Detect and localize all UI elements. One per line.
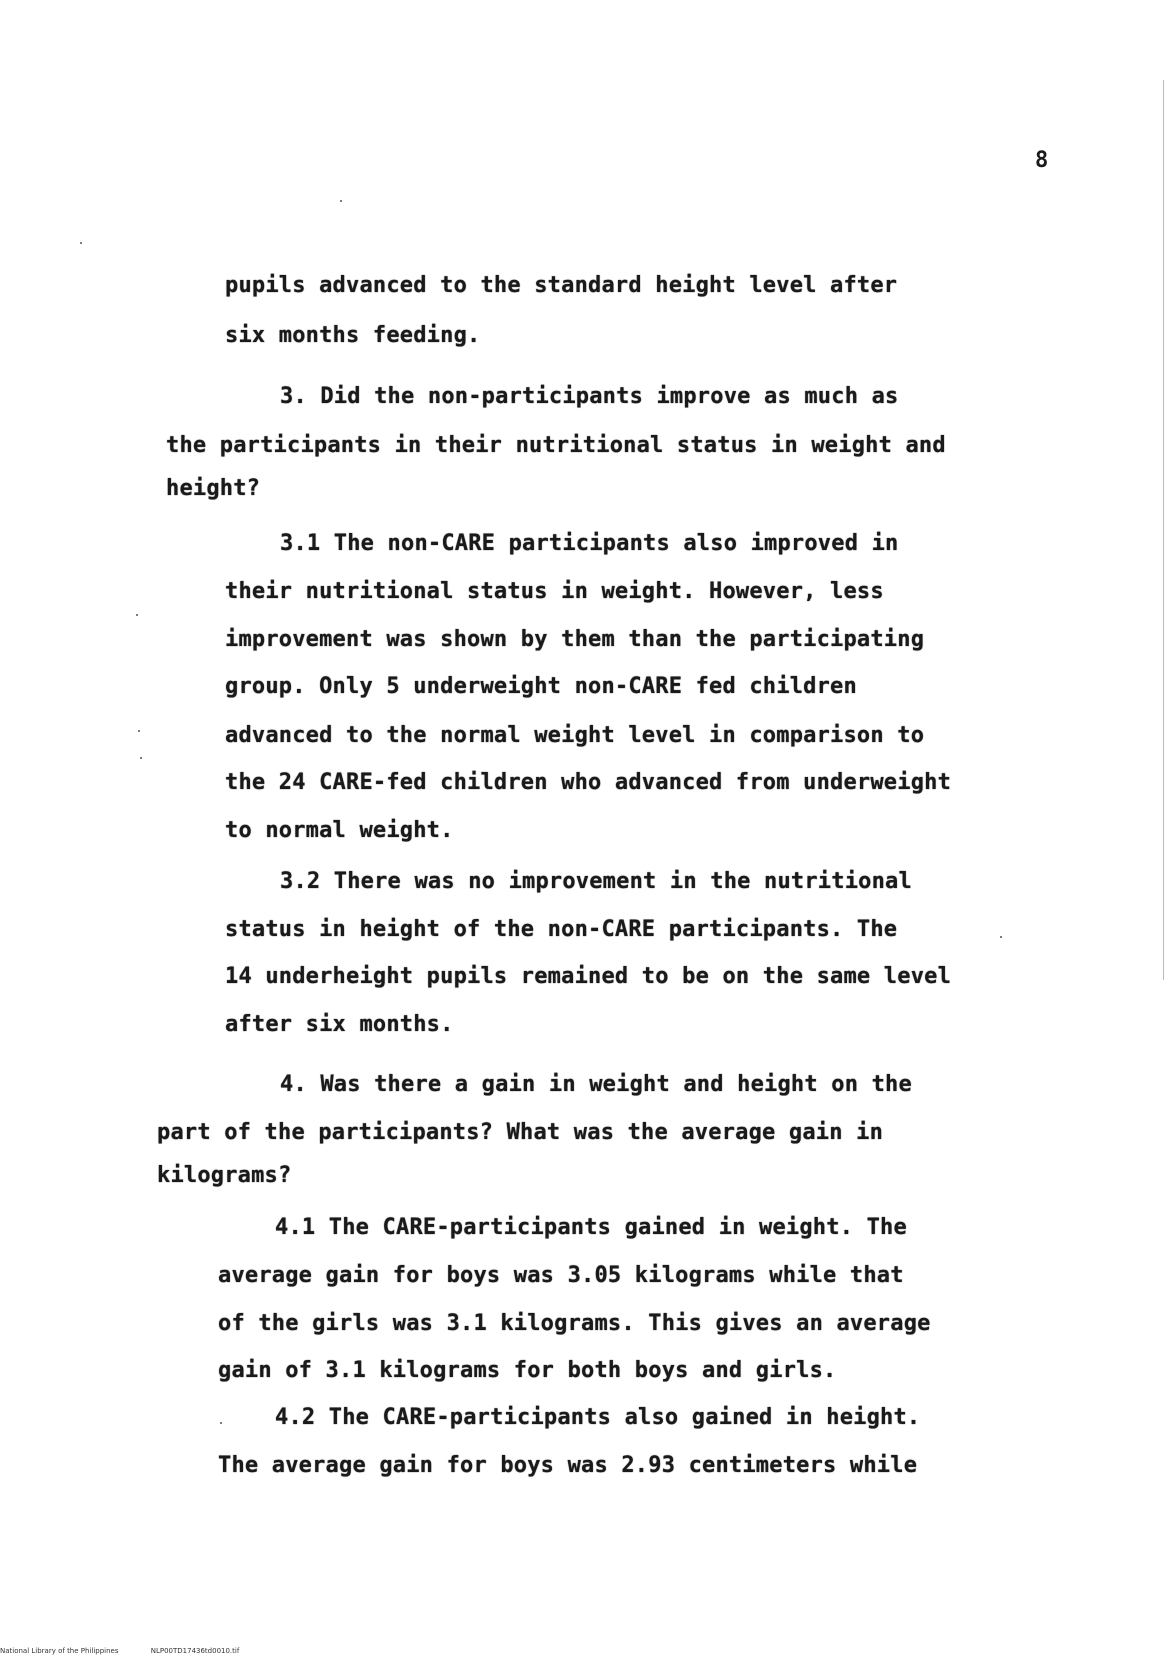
footer-filename: NLP00TD17436td0010.tif [150,1647,240,1655]
text-line: after six months. [225,1012,454,1037]
scan-speck [220,1422,222,1424]
footer-library: National Library of the Philippines [0,1647,119,1655]
text-line: average gain for boys was 3.05 kilograms while that [218,1263,904,1288]
text-line: 4.2 The CARE-participants also gained in height. [275,1405,921,1430]
text-line: the participants in their nutritional status in weight and [166,433,946,458]
text-line: group. Only 5 underweight non-CARE fed children [225,674,857,699]
scan-footer [0,1647,269,1655]
text-line: six months feeding. [225,323,481,348]
text-line: advanced to the normal weight level in comparison to [225,723,925,748]
scan-speck [136,614,138,616]
text-line: The average gain for boys was 2.93 centimeters while [218,1453,918,1478]
text-line: 3. Did the non-participants improve as much as [280,384,899,409]
text-line: status in height of the non-CARE participants. The [225,917,898,942]
scan-speck [340,200,342,202]
scan-speck [138,730,140,732]
scan-speck [140,757,142,759]
scan-speck [80,242,82,244]
text-line: 4. Was there a gain in weight and height on the [280,1072,912,1097]
scan-speck [1000,936,1002,938]
text-line: gain of 3.1 kilograms for both boys and girls. [218,1358,837,1383]
text-line: kilograms? [157,1163,292,1188]
text-line: pupils advanced to the standard height level after [225,273,898,298]
text-line: 3.1 The non-CARE participants also improved in [280,531,899,556]
text-line: of the girls was 3.1 kilograms. This gives an average [218,1311,931,1336]
text-line: their nutritional status in weight. However, less [225,579,884,604]
text-line: the 24 CARE-fed children who advanced from underweight [225,770,952,795]
text-line: 14 underheight pupils remained to be on the same level [225,964,952,989]
text-line: 3.2 There was no improvement in the nutritional [280,869,912,894]
text-line: height? [166,476,261,501]
text-line: 4.1 The CARE-participants gained in weight. The [275,1215,907,1240]
text-line: part of the participants? What was the average gain in [157,1120,884,1145]
page-number: 8 [1035,148,1049,173]
scan-margin-line [1163,80,1164,980]
text-line: to normal weight. [225,818,454,843]
text-line: improvement was shown by them than the participating [225,627,925,652]
